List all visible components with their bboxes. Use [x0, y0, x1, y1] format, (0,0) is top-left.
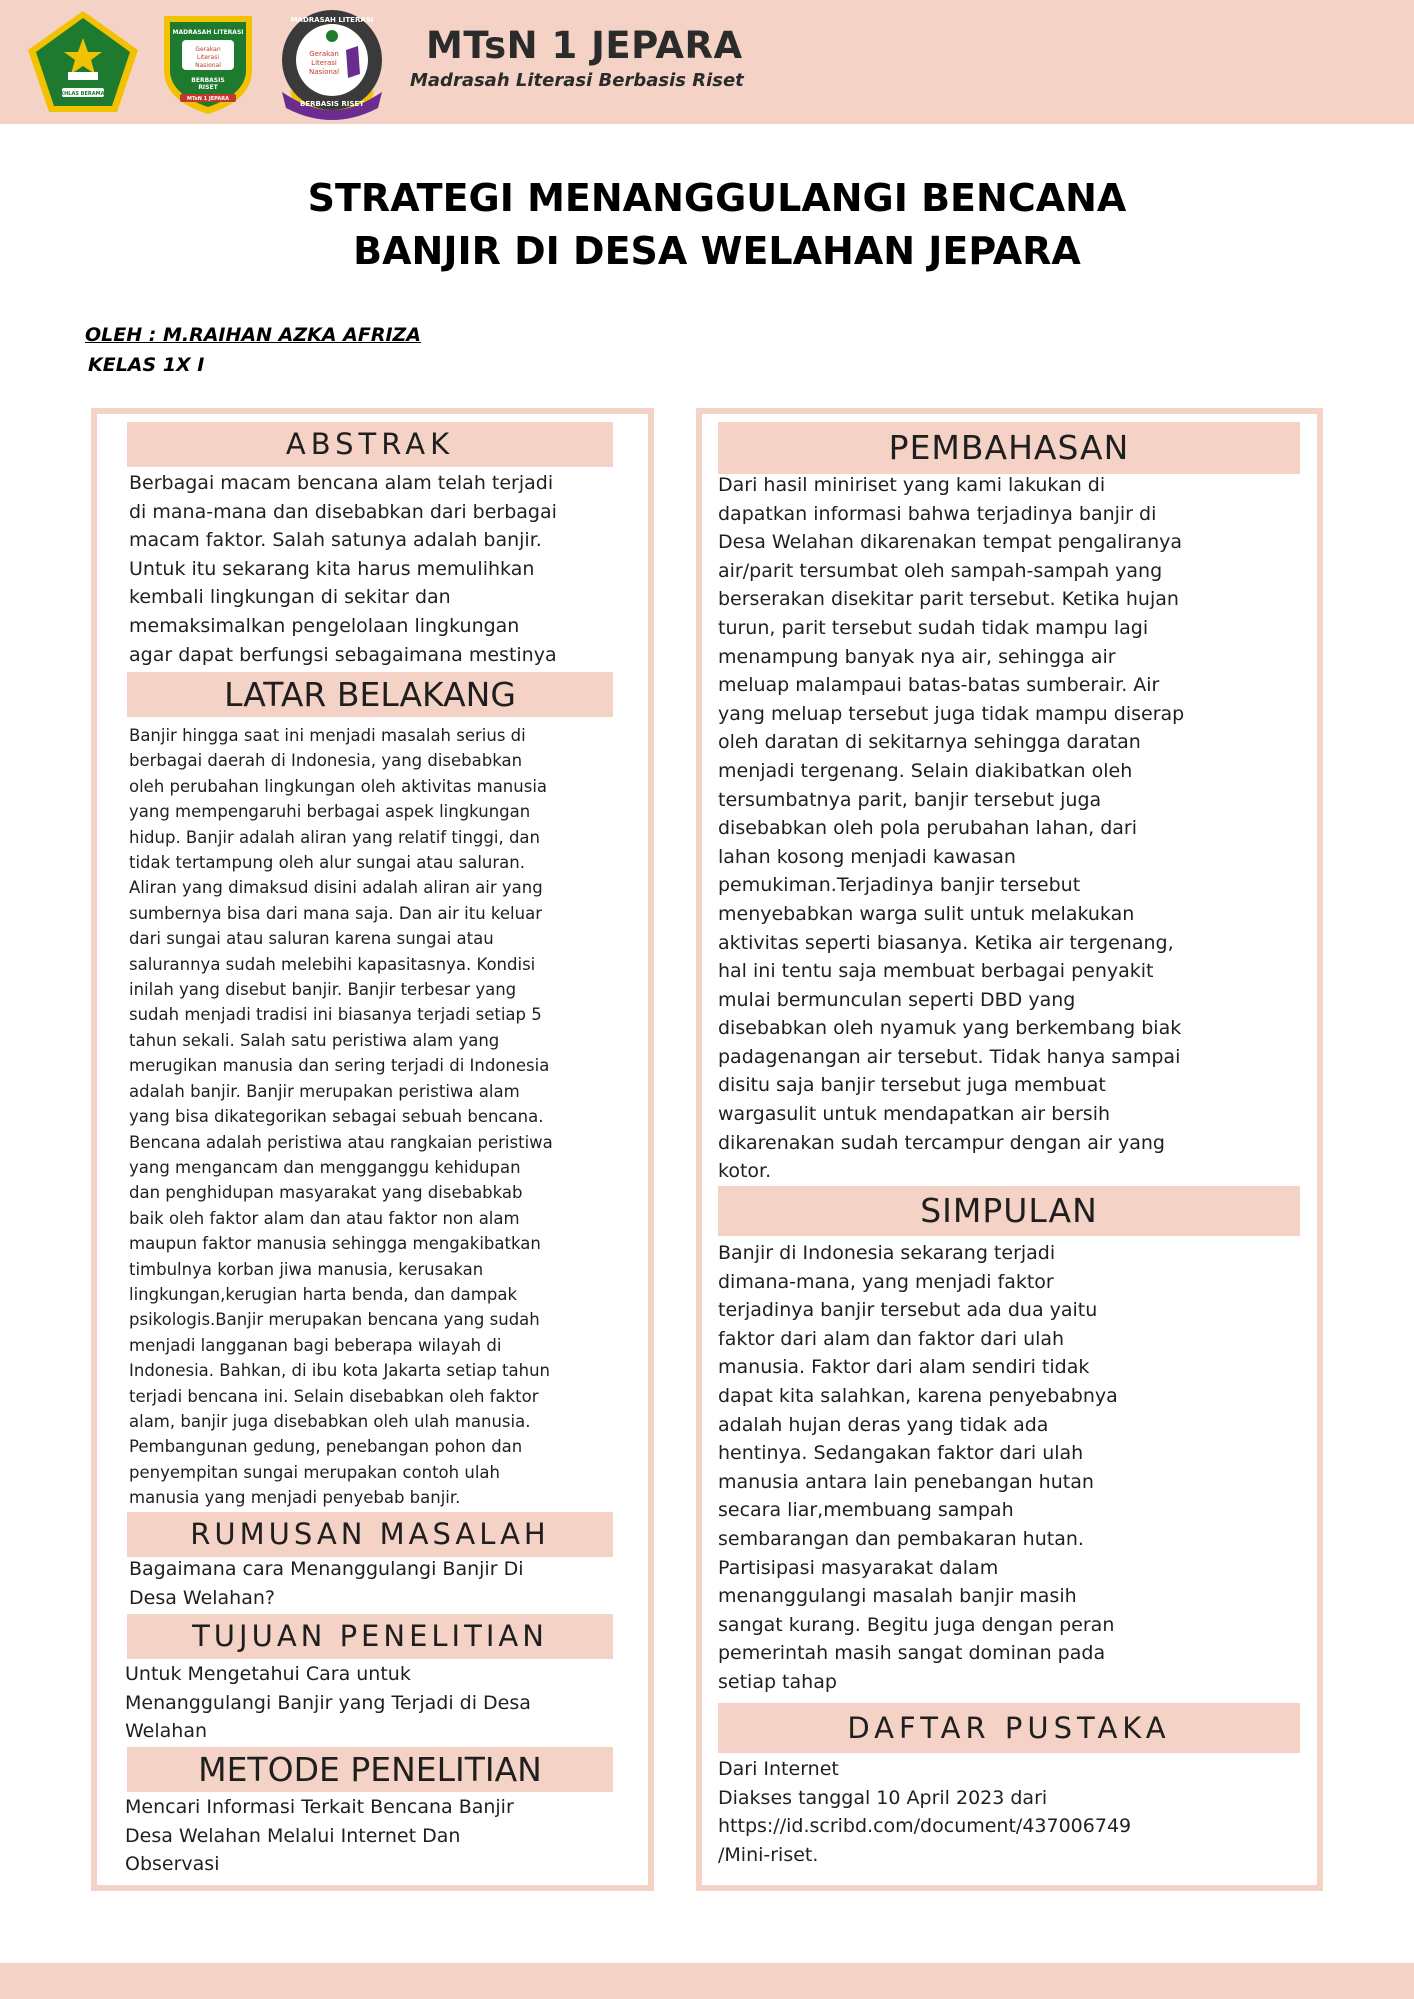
svg-text:Nasional: Nasional — [195, 62, 221, 69]
svg-text:Literasi: Literasi — [197, 54, 219, 61]
metode-penelitian-text: Mencari Informasi Terkait Bencana Banjir Desa Welahan Melalui Internet Dan Observasi — [125, 1796, 514, 1876]
header-band — [0, 0, 1414, 124]
page-title — [0, 172, 1414, 278]
svg-text:Literasi: Literasi — [311, 59, 337, 67]
daftar-pustaka-text: Dari Internet Diakses tanggal 10 April 2023 dari https://id.scribd.com/document/437006749 /Mini-riset. — [718, 1758, 1132, 1866]
svg-text:MADRASAH LITERASI: MADRASAH LITERASI — [172, 29, 244, 36]
tujuan-penelitian-text: Untuk Mengetahui Cara untuk Menanggulangi Banjir yang Terjadi di Desa Welahan — [125, 1663, 531, 1743]
author-class: KELAS 1X I — [88, 354, 205, 376]
author-name: OLEH : M.RAIHAN AZKA AFRIZA — [85, 324, 422, 346]
svg-text:BERBASIS: BERBASIS — [191, 77, 225, 84]
svg-text:BERBASIS RISET: BERBASIS RISET — [300, 100, 364, 108]
svg-text:Gerakan: Gerakan — [195, 46, 221, 53]
svg-text:Nasional: Nasional — [308, 68, 340, 76]
svg-text:MTsN 1 JEPARA: MTsN 1 JEPARA — [187, 96, 229, 102]
latar-belakang-heading: LATAR BELAKANG — [127, 672, 613, 717]
footer-band — [0, 1963, 1414, 1999]
latar-belakang-text: Banjir hingga saat ini menjadi masalah serius di berbagai daerah di Indonesia, yang disebabkan oleh perubahan lingkungan oleh aktivitas manusia yang mempengaruhi berbagai aspek lingkungan hidup. Banjir adalah aliran yang relatif tinggi, dan tidak tertampung oleh alur sungai atau saluran. Aliran yang dimaksud disini adalah aliran air yang sumbernya bisa dari mana saja. Dan air itu keluar dari sungai atau saluran karena sungai atau salurannya sudah melebihi kapasitasnya. Kondisi inilah yang disebut banjir. Banjir terbesar yang sudah menjadi tradisi ini biasanya terjadi setiap 5 tahun sekali. Salah satu peristiwa alam yang merugikan manusia dan sering terjadi di Indonesia adalah banjir. Banjir merupakan peristiwa alam yang bisa dikategorikan sebagai sebuah bencana. Bencana adalah peristiwa atau rangkaian peristiwa yang mengancam dan mengganggu kehidupan dan penghidupan masyarakat yang disebabkab baik oleh faktor alam dan atau faktor non alam maupun faktor manusia sehingga mengakibatkan timbulnya korban jiwa manusia, kerusakan lingkungan,kerugian harta benda, dan dampak psikologis.Banjir merupakan bencana yang sudah menjadi langganan bagi beberapa wilayah di Indonesia. Bahkan, di ibu kota Jakarta setiap tahun terjadi bencana ini. Selain disebabkan oleh faktor alam, banjir juga disebabkan oleh ulah manusia. Pembangunan gedung, penebangan pohon dan penyempitan sungai merupakan contoh ulah manusia yang menjadi penyebab banjir. — [129, 726, 553, 1508]
svg-text:RISET: RISET — [198, 84, 218, 91]
simpulan-text: Banjir di Indonesia sekarang terjadi dimana-mana, yang menjadi faktor terjadinya banjir tersebut ada dua yaitu faktor dari alam dan faktor dari ulah manusia. Faktor dari alam sendiri tidak dapat kita salahkan, karena penyebabnya adalah hujan deras yang tidak ada hentinya. Sedangakan faktor dari ulah manusia antara lain penebangan hutan secara liar,membuang sampah sembarangan dan pembakaran hutan. Partisipasi masyarakat dalam menanggulangi masalah banjir masih sangat kurang. Begitu juga dengan peran pemerintah masih sangat dominan pada setiap tahap — [718, 1242, 1118, 1693]
abstrak-heading: ABSTRAK — [127, 422, 613, 467]
svg-text:MADRASAH LITERASI: MADRASAH LITERASI — [290, 16, 374, 24]
school-tagline: Madrasah Literasi Berbasis Riset — [410, 70, 744, 91]
rumusan-masalah-text: Bagaimana cara Menanggulangi Banjir Di Desa Welahan? — [129, 1558, 524, 1609]
tujuan-penelitian-heading: TUJUAN PENELITIAN — [127, 1614, 613, 1659]
daftar-pustaka-heading: DAFTAR PUSTAKA — [718, 1703, 1300, 1753]
svg-text:Gerakan: Gerakan — [309, 50, 339, 58]
school-name: MTsN 1 JEPARA — [426, 24, 743, 67]
pembahasan-text: Dari hasil miniriset yang kami lakukan di dapatkan informasi bahwa terjadinya banjir di Desa Welahan dikarenakan tempat pengaliranya air/parit tersumbat oleh sampah-sampah yang berserakan disekitar parit tersebut. Ketika hujan turun, parit tersebut sudah tidak mampu lagi menampung banyak nya air, sehingga air meluap malampaui batas-batas sumberair. Air yang meluap tersebut juga tidak mampu diserap oleh daratan di sekitarnya sehingga daratan menjadi tergenang. Selain diakibatkan oleh tersumbatnya parit, banjir tersebut juga disebabkan oleh pola perubahan lahan, dari lahan kosong menjadi kawasan pemukiman.Terjadinya banjir tersebut menyebabkan warga sulit untuk melakukan aktivitas seperti biasanya. Ketika air tergenang, hal ini tentu saja membuat berbagai penyakit mulai bermunculan seperti DBD yang disebabkan oleh nyamuk yang berkembang biak padagenangan air tersebut. Tidak hanya sampai disitu saja banjir tersebut juga membuat wargasulit untuk mendapatkan air bersih dikarenakan sudah tercampur dengan air yang kotor. — [718, 474, 1185, 1183]
pembahasan-heading: PEMBAHASAN — [718, 422, 1300, 474]
rumusan-masalah-heading: RUMUSAN MASALAH — [127, 1512, 613, 1557]
title-line-2: BANJIR DI DESA WELAHAN JEPARA — [353, 229, 1081, 273]
abstrak-text: Berbagai macam bencana alam telah terjadi di mana-mana dan disebabkan dari berbagai macam faktor. Salah satunya adalah banjir. Untuk itu sekarang kita harus memulihkan kembali lingkungan di sekitar dan memaksimalkan pengelolaan lingkungan agar dapat berfungsi sebagaimana mestinya — [129, 472, 557, 666]
kemenag-logo-icon — [24, 8, 142, 116]
madrasah-literasi-riset-badge-icon — [272, 8, 392, 120]
metode-penelitian-heading: METODE PENELITIAN — [127, 1747, 613, 1792]
madrasah-literasi-shield-icon — [158, 8, 258, 118]
title-line-1: STRATEGI MENANGGULANGI BENCANA — [307, 176, 1127, 220]
svg-text:IKHLAS BERAMAL: IKHLAS BERAMAL — [58, 91, 108, 97]
simpulan-heading: SIMPULAN — [718, 1186, 1300, 1236]
